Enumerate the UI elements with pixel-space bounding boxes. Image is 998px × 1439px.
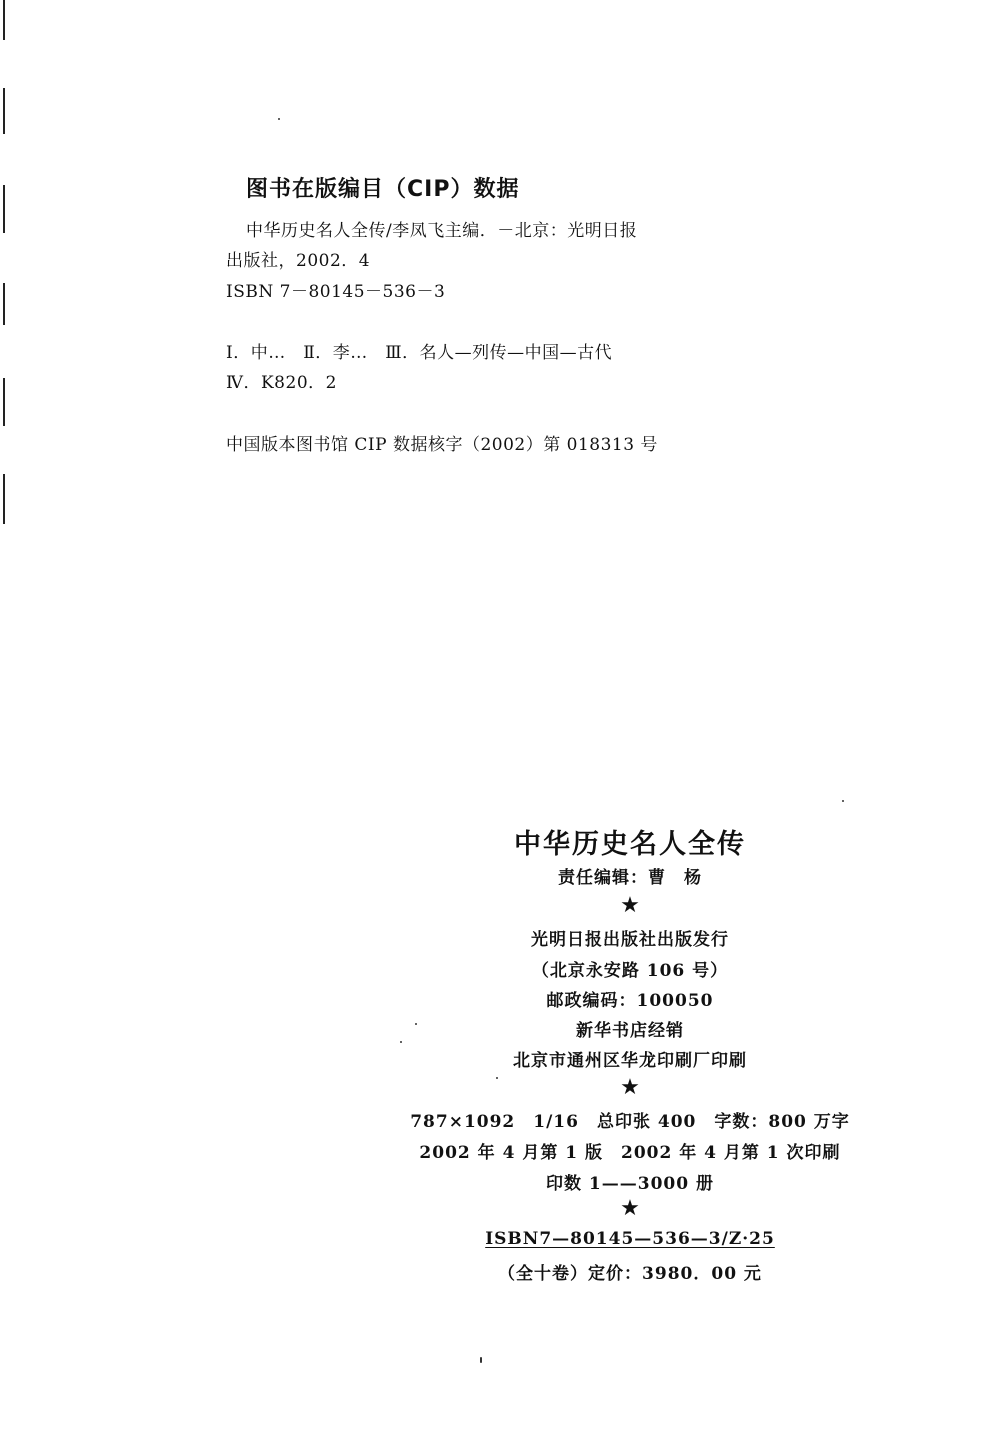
print-run: 印数 1——3000 册 bbox=[546, 1174, 714, 1194]
colophon-isbn: ISBN7—80145—536—3/Z·25 bbox=[485, 1229, 775, 1249]
cip-bibliographic-line: 中华历史名人全传/李凤飞主编．－北京：光明日报 bbox=[246, 221, 638, 241]
star-icon: ★ bbox=[620, 1196, 640, 1221]
scan-edge-mark bbox=[3, 185, 5, 233]
publisher-line: 光明日报出版社出版发行 bbox=[531, 930, 729, 950]
price: （全十卷）定价：3980．00 元 bbox=[498, 1264, 762, 1284]
scan-speck bbox=[480, 1357, 482, 1363]
scan-edge-mark bbox=[3, 474, 5, 524]
scan-edge-mark bbox=[3, 88, 5, 134]
cip-classification-line: Ⅳ．K820．2 bbox=[226, 373, 337, 393]
scan-edge-mark bbox=[3, 283, 5, 325]
star-icon: ★ bbox=[620, 893, 640, 918]
scan-speck bbox=[842, 800, 844, 802]
printer: 北京市通州区华龙印刷厂印刷 bbox=[513, 1051, 747, 1071]
cip-isbn-line: ISBN 7－80145－536－3 bbox=[226, 282, 446, 302]
edition-info: 2002 年 4 月第 1 版 2002 年 4 月第 1 次印刷 bbox=[419, 1143, 841, 1163]
star-icon: ★ bbox=[620, 1075, 640, 1100]
colophon-block bbox=[400, 818, 860, 1288]
cip-subject-line: Ⅰ．中… Ⅱ．李… Ⅲ．名人—列传—中国—古代 bbox=[226, 343, 613, 363]
cip-title: 图书在版编目（CIP）数据 bbox=[246, 177, 520, 202]
distributor: 新华书店经销 bbox=[576, 1021, 684, 1041]
book-title: 中华历史名人全传 bbox=[514, 829, 746, 860]
postal-code: 邮政编码：100050 bbox=[546, 991, 714, 1011]
cip-publisher-line: 出版社，2002．4 bbox=[226, 251, 371, 271]
cip-record-number: 中国版本图书馆 CIP 数据核字（2002）第 018313 号 bbox=[226, 435, 658, 455]
scan-speck bbox=[278, 118, 280, 120]
scan-edge-mark bbox=[3, 0, 5, 40]
book-specs: 787×1092 1/16 总印张 400 字数：800 万字 bbox=[410, 1112, 850, 1132]
scan-edge-mark bbox=[3, 378, 5, 426]
responsible-editor: 责任编辑：曹 杨 bbox=[558, 868, 702, 888]
publisher-address: （北京永安路 106 号） bbox=[531, 961, 729, 981]
